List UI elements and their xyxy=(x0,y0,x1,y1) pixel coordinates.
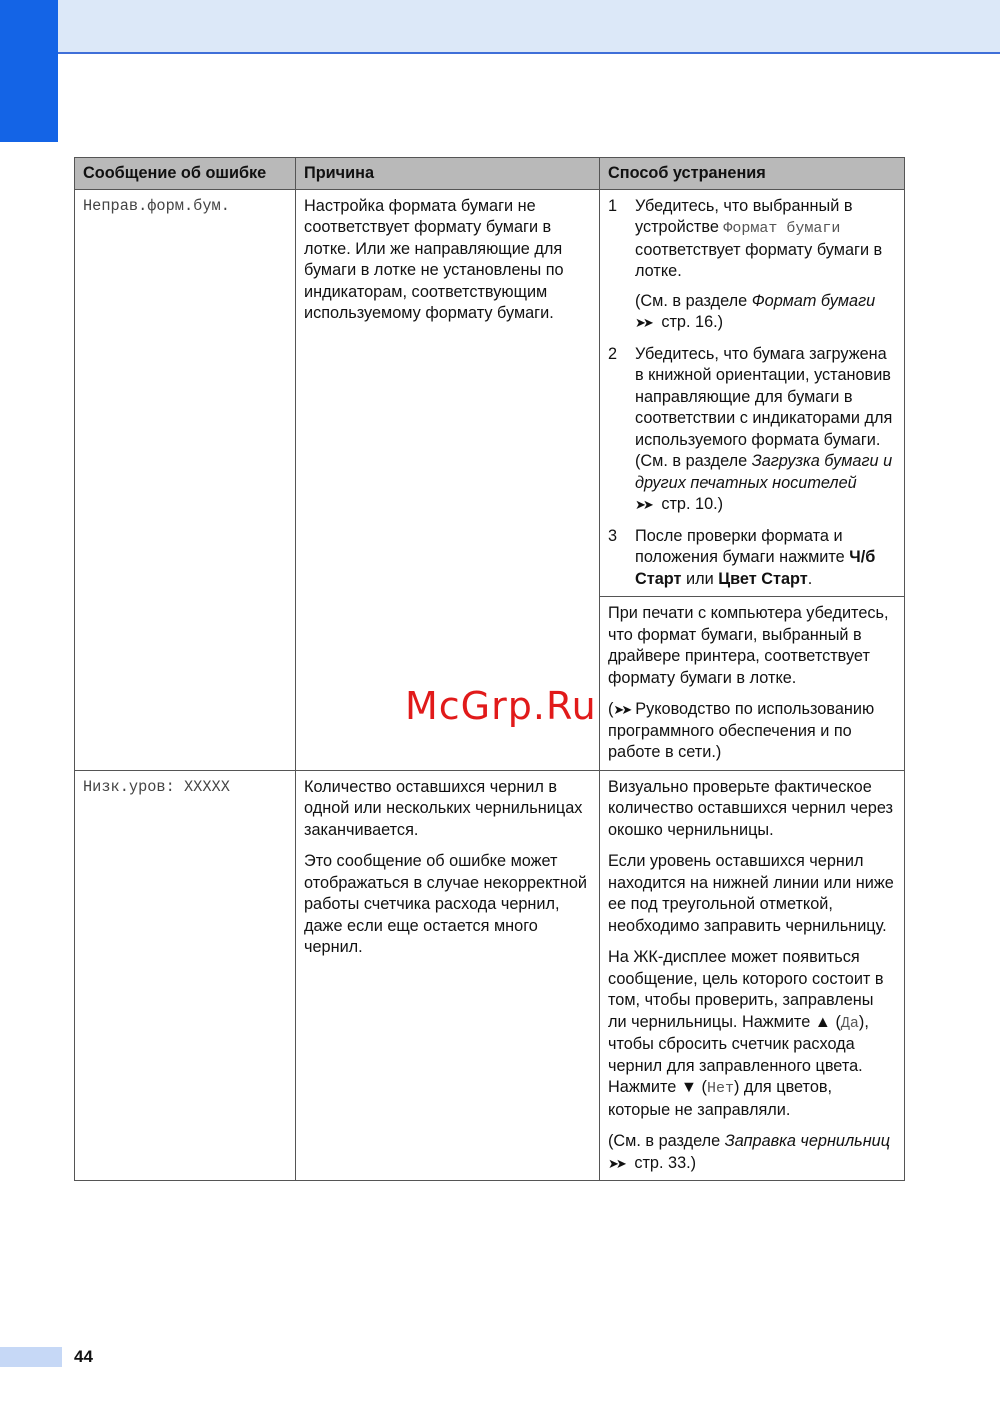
reference-title: Заправка чернильниц xyxy=(724,1132,891,1150)
button-name: Цвет Старт xyxy=(718,569,808,588)
solution-text-part: Нажмите xyxy=(608,1078,681,1096)
solution-step xyxy=(608,196,896,334)
solution-text: На ЖК-дисплее может появиться сообщение, цель которого состоит в том, чтобы проверить, заправлены ли чернильницы. Нажмите ▲ (Да), чтобы сбросить счетчик расхода чернил для заправленного цвета. Нажмите ▼ (Нет) для цветов, которые не заправляли. xyxy=(608,948,884,1119)
cause-cell xyxy=(296,770,600,1181)
solution-cell xyxy=(600,597,905,771)
table-row xyxy=(75,770,905,1181)
solution-text: Если уровень оставшихся чернил находится на нижней линии или ниже ее под треугольной отметкой, необходимо заправить чернильницу. xyxy=(608,852,894,935)
reference-text: Руководство по использованию программного обеспечения и по работе в сети.) xyxy=(608,700,875,761)
reference-page: стр. 33.) xyxy=(634,1153,697,1172)
error-message-cell xyxy=(75,189,296,770)
table-row xyxy=(75,189,905,597)
watermark: McGrp.Ru xyxy=(405,684,597,728)
lcd-option-yes: Да xyxy=(840,1014,859,1032)
error-message-cell xyxy=(75,770,296,1181)
step-text: . xyxy=(807,569,813,588)
step-number: 1 xyxy=(608,196,618,215)
cause-text: Настройка формата бумаги не соответствует формату бумаги в лотке. Или же направляющие для бумаги в лотке не установлены по индикаторам, соответствующим используемому формату бумаги. xyxy=(304,196,564,322)
reference-text: (См. в разделе xyxy=(635,291,752,310)
down-arrow-icon: ▼ xyxy=(680,1078,697,1096)
solution-cell xyxy=(600,189,905,597)
double-arrow-icon: ➤➤ xyxy=(635,497,651,512)
reference-title: Формат бумаги xyxy=(751,291,876,310)
reference-text: (См. в разделе xyxy=(608,1132,725,1150)
footer-band xyxy=(0,1347,62,1367)
pc-solution-reference xyxy=(608,699,896,764)
step-text: Убедитесь, что выбранный в устройстве xyxy=(635,196,853,236)
solution-step xyxy=(608,344,896,516)
lcd-setting: Формат бумаги xyxy=(723,220,841,237)
button-name: Ч/б Старт xyxy=(635,548,876,588)
reference-page: стр. 16.) xyxy=(661,313,724,331)
header-solution: Способ устранения xyxy=(600,158,905,190)
reference-page: стр. 10.) xyxy=(661,495,724,513)
error-table xyxy=(74,157,905,1181)
solution-cell xyxy=(600,770,905,1181)
solution-text-part: для цветов, которые не заправляли. xyxy=(608,1078,833,1119)
header-band xyxy=(0,0,1000,54)
double-arrow-icon: ➤➤ xyxy=(613,702,630,717)
cause-text: Количество оставшихся чернил в одной или нескольких чернильницах заканчивается. xyxy=(304,777,583,839)
solution-reference xyxy=(608,1131,896,1174)
solution-step xyxy=(608,526,896,591)
step-text: соответствует формату бумаги в лотке. xyxy=(635,240,883,280)
up-arrow-icon: ▲ xyxy=(814,1012,831,1031)
double-arrow-icon: ➤➤ xyxy=(608,1155,624,1171)
solution-text-part: , чтобы сбросить счетчик расхода чернил для заправленного цвета. xyxy=(608,1012,869,1075)
reference-title: Загрузка бумаги и других печатных носителей xyxy=(635,452,893,492)
page-number: 44 xyxy=(74,1347,93,1366)
step-text: После проверки формата и положения бумаги нажмите xyxy=(635,526,850,566)
header-error-message: Сообщение об ошибке xyxy=(75,158,296,190)
error-message: Низк.уров: XXXXX xyxy=(83,777,230,796)
solution-text-part: На ЖК-дисплее может появиться сообщение, цель которого состоит в том, чтобы проверить, заправлены ли чернильницы. Нажмите xyxy=(608,948,884,1031)
solution-text: Визуально проверьте фактическое количество оставшихся чернил через окошко чернильницы. xyxy=(608,777,894,839)
step-number: 3 xyxy=(608,526,618,545)
paren: ( xyxy=(608,700,614,718)
header-cause: Причина xyxy=(296,158,600,190)
table-header-row xyxy=(75,158,905,190)
cause-text: Это сообщение об ошибке может отображаться в случае некорректной работы счетчика расхода чернил, даже если еще остается много чернил. xyxy=(304,852,588,956)
step-text: Убедитесь, что бумага загружена в книжной ориентации, установив направляющие для бумаги в соответствии с индикаторами для используемого формата бумаги. (См. в разделе xyxy=(635,344,893,470)
pc-solution-text: При печати с компьютера убедитесь, что формат бумаги, выбранный в драйвере принтера, соответствует формату бумаги в лотке. xyxy=(608,604,889,687)
step-text: или xyxy=(681,569,719,588)
cause-cell xyxy=(296,189,600,770)
error-message: Неправ.форм.бум. xyxy=(83,196,230,215)
chapter-tab xyxy=(0,0,58,142)
double-arrow-icon: ➤➤ xyxy=(635,315,651,330)
step-number: 2 xyxy=(608,344,618,363)
lcd-option-no: Нет xyxy=(706,1080,734,1097)
